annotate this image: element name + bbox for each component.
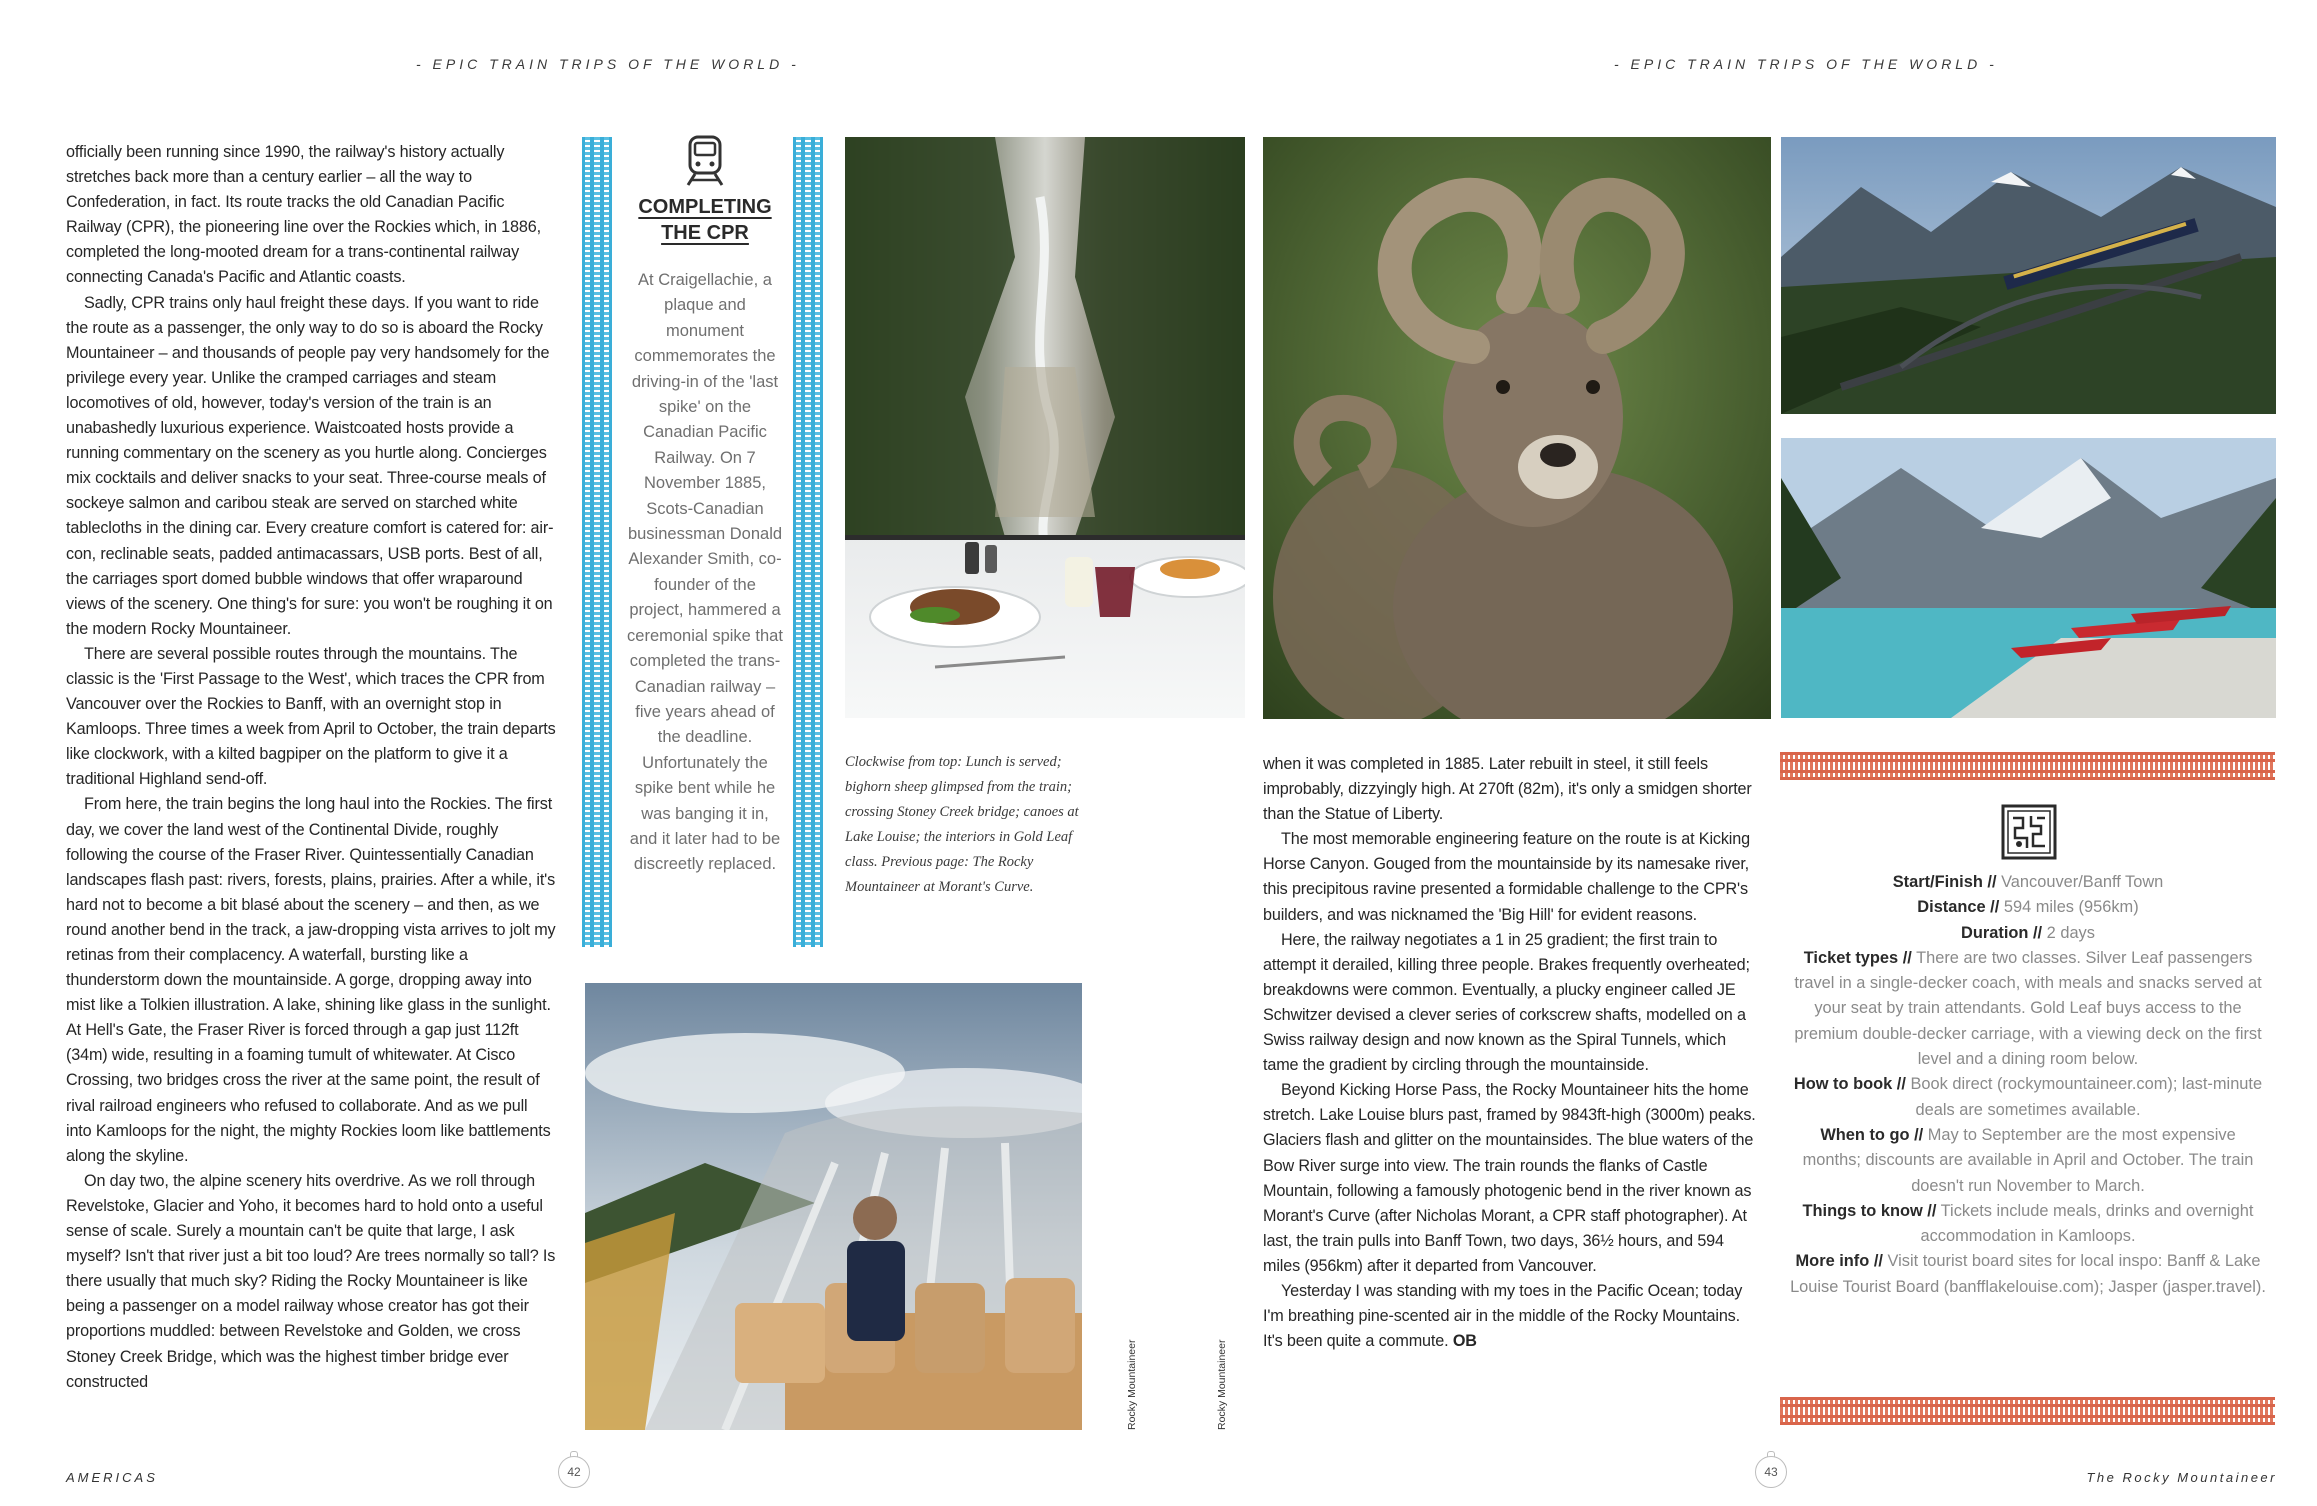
fact-distance bbox=[1790, 895, 2266, 920]
fact-label: Distance // bbox=[1917, 898, 2000, 917]
author-signoff: OB bbox=[1452, 1332, 1477, 1351]
fact-how-to-book bbox=[1790, 1072, 2266, 1123]
fact-label: Things to know // bbox=[1802, 1201, 1937, 1220]
paragraph: The most memorable engineering feature on the route is at Kicking Horse Canyon. Gouged from the mountainside by its namesake river, this precipitous ravine presented a formidable challenge to the CPR's builders, and was nicknamed the 'Big Hill' for evident reasons. bbox=[1263, 830, 1750, 924]
page-number-left: 42 bbox=[558, 1456, 590, 1488]
photo-caption: Clockwise from top: Lunch is served; bighorn sheep glimpsed from the train; crossing Stoney Creek bridge; canoes at Lake Louise; the interiors in Gold Leaf class. Previous page: The Rocky Mountaineer at Morant's Curve. bbox=[845, 754, 1079, 895]
running-head-left: - EPIC TRAIN TRIPS OF THE WORLD - bbox=[416, 56, 800, 72]
fact-label: More info // bbox=[1795, 1252, 1883, 1271]
fact-value: Tickets include meals, drinks and overnight accommodation in Kamloops. bbox=[1920, 1201, 2254, 1246]
photo-credit-right: Rocky Mountaineer bbox=[1216, 1339, 1228, 1430]
paragraph: Here, the railway negotiates a 1 in 25 gradient; the first train to attempt it derailed, killing three people. Brakes frequently overheated; breakdowns were common. Eventually, a plucky engineer called JE Schwitzer devised a clever series of corkscrew shafts, modelled on a Swiss railway design and now known as the Spiral Tunnels, which tame the gradient by circling through the mountainside. bbox=[1263, 930, 1750, 1075]
fact-value: Book direct (rockymountaineer.com); last-minute deals are sometimes available. bbox=[1910, 1075, 2263, 1119]
photo-credit-left: Rocky Mountaineer bbox=[1126, 1339, 1138, 1430]
sidebar-completing-the-cpr bbox=[626, 132, 784, 878]
sidebar-text: At Craigellachie, a plaque and monument commemorates the driving-in of the 'last spike' on the Canadian Pacific Railway. On 7 November 1885, Scots-Canadian businessman Donald Alexander Smith, co-founder of the project, hammered a ceremonial spike that completed the trans-Canadian railway – five years ahead of the deadline. Unfortunately the spike bent while he was banging it in, and it later had to be discreetly replaced. bbox=[627, 271, 783, 874]
paragraph: From here, the train begins the long haul into the Rockies. The first day, we cover the land west of the Continental Divide, roughly following the course of the Fraser River. Quintessentially Canadian landscapes flash past: rivers, forests, plains, prairies. After a while, it's hard not to become a bit blasé about the scenery – and then, as we round another bend in the track, a jaw-dropping vista arrives to jolt my retinas from their complacency. A waterfall, bursting like a thunderstorm down the mountainside. A gorge, dropping away into mist like a Tolkien illustration. A lake, shining like glass in the sunlight. At Hell's Gate, the Fraser River is forced through a gap just 112ft (34m) wide, resulting in a foaming tumult of whitewater. At Cisco Crossing, two bridges cross the river at the same point, the result of rival railroad engineers who refused to collaborate. And as we pull into Kamloops for the night, the mighty Rockies loom like battlements along the skyline. bbox=[66, 795, 556, 1165]
paragraph: officially been running since 1990, the railway's history actually stretches back more than a century earlier – all the way to Confederation, in fact. Its route tracks the old Canadian Pacific Railway (CPR), the pioneering line over the Rockies which, in 1886, completed the long-mooted dream for a trans-continental railway connecting Canada's Pacific and Atlantic coasts. bbox=[66, 143, 541, 287]
fact-label: Start/Finish // bbox=[1892, 873, 1997, 891]
fact-label: Ticket types // bbox=[1803, 948, 1912, 967]
sidebar-title bbox=[626, 194, 784, 246]
fact-label: When to go // bbox=[1820, 1125, 1924, 1144]
factbox-band-bottom bbox=[1780, 1397, 2275, 1425]
sidebar-rail-left bbox=[582, 137, 612, 947]
fact-ticket-types bbox=[1790, 946, 2266, 1072]
photo-stoney-creek-bridge bbox=[1781, 137, 2276, 414]
sidebar-title-line2: THE CPR bbox=[661, 222, 749, 244]
fact-value: 594 miles (956km) bbox=[2003, 898, 2139, 917]
fact-value: 2 days bbox=[2046, 923, 2095, 942]
train-icon bbox=[683, 134, 727, 188]
running-head-right: - EPIC TRAIN TRIPS OF THE WORLD - bbox=[1614, 56, 1998, 72]
page-number-right: 43 bbox=[1755, 1456, 1787, 1488]
fact-value: May to September are the most expensive months; discounts are available in April and October. The train doesn't run November to March. bbox=[1802, 1125, 2254, 1195]
fact-label: Duration // bbox=[1961, 923, 2043, 942]
fact-things-to-know bbox=[1790, 1199, 2266, 1250]
footer-section-label: AMERICAS bbox=[66, 1470, 158, 1485]
photo-lake-louise-canoes bbox=[1781, 438, 2276, 718]
paragraph: Beyond Kicking Horse Pass, the Rocky Mountaineer hits the home stretch. Lake Louise blurs past, framed by 9843ft-high (3000m) peaks. Glaciers flash and glitter on the mountainsides. The blue waters of the Bow River surge into view. The train rounds the flanks of Castle Mountain, following a famously photogenic bend in the river known as Morant's Curve (after Nicholas Morant, a CPR staff photographer). At last, the train pulls into Banff Town, two days, 36½ hours, and 594 miles (956km) after it departed from Vancouver. bbox=[1263, 1081, 1756, 1275]
paragraph: Sadly, CPR trains only haul freight these days. If you want to ride the route as a passenger, the only way to do so is aboard the Rocky Mountaineer – and thousands of people pay very handsomely for the privilege every year. Unlike the cramped carriages and steam locomotives of old, however, today's version of the train is an unabashedly luxurious experience. Waistcoated hosts provide a running commentary on the scenery as you hurtle along. Concierges mix cocktails and deliver snacks to your seat. Three-course meals of sockeye salmon and caribou steak are served on starched white tablecloths in the dining car. Every creature comfort is catered for: air-con, reclinable seats, padded antimacassars, USB ports. Best of all, the carriages sport domed bubble windows that offer wraparound views of the scenery. One thing's for sure: you won't be roughing it on the modern Rocky Mountaineer. bbox=[66, 293, 554, 638]
footer-article-title: The Rocky Mountaineer bbox=[2086, 1470, 2277, 1485]
fact-value: Vancouver/Banff Town bbox=[2001, 873, 2164, 891]
paragraph-text: Yesterday I was standing with my toes in the Pacific Ocean; today I'm breathing pine-scented air in the middle of the Rocky Mountains. It's been quite a commute. bbox=[1263, 1281, 1743, 1351]
photo-lunch-canyon bbox=[845, 137, 1245, 718]
fact-value: There are two classes. Silver Leaf passengers travel in a single-decker coach, with meals and snacks served at your seat by train attendants. Gold Leaf buys access to the premium double-decker carriage, with a viewing deck on the first level and a dining room below. bbox=[1794, 948, 2262, 1069]
fact-value: Visit tourist board sites for local inspo: Banff & Lake Louise Tourist Board (banfflakelouise.com); Jasper (jasper.travel). bbox=[1790, 1252, 2266, 1296]
paragraph: when it was completed in 1885. Later rebuilt in steel, it still feels improbably, dizzyingly high. At 270ft (82m), it's only a smidgen shorter than the Statue of Liberty. bbox=[1263, 755, 1752, 824]
fact-label: How to book // bbox=[1793, 1075, 1906, 1094]
sidebar-title-line1: COMPLETING bbox=[638, 196, 772, 218]
body-column-3 bbox=[1263, 752, 1757, 1354]
paragraph: On day two, the alpine scenery hits overdrive. As we roll through Revelstoke, Glacier and Yoho, it becomes hard to hold onto a useful sense of scale. Surely a mountain can't be quite that large, I ask myself? Isn't that river just a bit too loud? Are trees normally so tall? Is there usually that much sky? Riding the Rocky Mountaineer is like being a passenger on a model railway whose creator has got their proportions muddled: between Revelstoke and Golden, we cross Stoney Creek Bridge, which was the highest timber bridge ever constructed bbox=[66, 1171, 556, 1391]
body-column-1 bbox=[66, 140, 556, 1395]
fact-more-info bbox=[1790, 1249, 2266, 1300]
factbox-band-top bbox=[1780, 752, 2275, 780]
paragraph bbox=[1263, 1279, 1757, 1354]
fact-start-finish bbox=[1790, 870, 2266, 895]
photo-bighorn-sheep bbox=[1263, 137, 1771, 719]
fact-when-to-go bbox=[1790, 1123, 2266, 1199]
paragraph: There are several possible routes through the mountains. The classic is the 'First Passage to the West', which traces the CPR from Vancouver over the Rockies to Banff, with an overnight stop in Kamloops. Three times a week from April to October, the train departs like clockwork, with a kilted bagpiper on the platform to give it a traditional Highland send-off. bbox=[66, 644, 556, 789]
factbox bbox=[1790, 870, 2266, 1300]
photo-gold-leaf-interior bbox=[585, 983, 1082, 1430]
route-map-icon bbox=[2001, 804, 2057, 860]
sidebar-rail-right bbox=[793, 137, 823, 947]
fact-duration bbox=[1790, 921, 2266, 946]
